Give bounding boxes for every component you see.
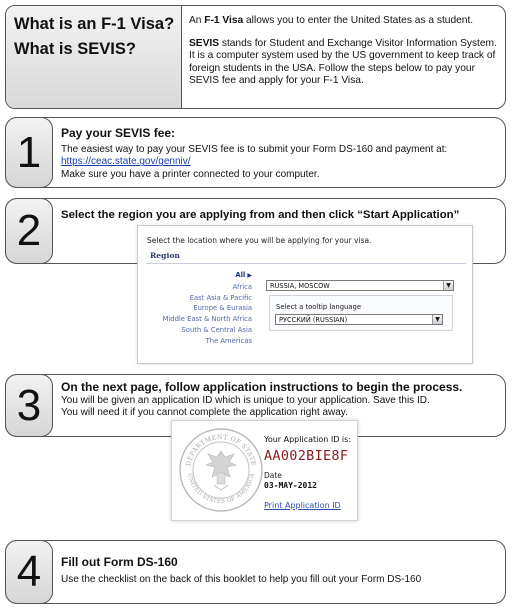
step-text-line: You will be given an application ID which is unique to your application. Save this ID. xyxy=(61,395,430,406)
region-selection-screenshot xyxy=(137,225,473,364)
f1-visa-definition xyxy=(189,15,501,28)
sevis-bold: SEVIS xyxy=(189,37,220,49)
department-of-state-seal-icon xyxy=(178,427,264,513)
svg-text:DEPARTMENT OF STATE: DEPARTMENT OF STATE xyxy=(185,433,257,467)
step-number-box xyxy=(5,198,53,264)
ceac-link[interactable]: https://ceac.state.gov/genniv/ xyxy=(61,156,191,168)
step-number-box xyxy=(5,374,53,437)
location-select-value: RUSSIA, MOSCOW xyxy=(270,282,330,290)
step-text xyxy=(61,144,501,181)
step-title: Pay your SEVIS fee: xyxy=(61,126,176,140)
application-id-label: Your Application ID is: xyxy=(264,435,352,444)
step-text: Use the checklist on the back of this booklet to help you fill out your Form DS-160 xyxy=(61,574,422,585)
tooltip-language-label: Select a tooltip language xyxy=(276,303,361,311)
step-text xyxy=(61,395,501,420)
step-number: 4 xyxy=(16,547,42,596)
intro-questions xyxy=(6,6,182,108)
date-label: Date xyxy=(264,471,282,480)
location-select[interactable] xyxy=(266,280,454,291)
print-application-id-link[interactable]: Print Application ID xyxy=(264,501,341,510)
intro-text-post: allows you to enter the United States as a student. xyxy=(243,15,474,26)
intro-text-pre: An xyxy=(189,15,205,26)
svg-text:UNITED STATES OF AMERICA: UNITED STATES OF AMERICA xyxy=(186,472,256,506)
sevis-text: stands for Student and Exchange Visitor Information System. It is a computer system used by the US government to keep track of foreign students in the USA. Follow the steps below to pay your SEVIS fee and apply for your F-1 Visa. xyxy=(189,37,497,87)
region-item-south-central-asia[interactable]: South & Central Asia xyxy=(181,325,252,334)
chevron-down-icon: ▼ xyxy=(432,315,442,324)
question-f1-visa: What is an F-1 Visa? xyxy=(14,15,175,33)
location-instruction: Select the location where you will be applying for your visa. xyxy=(147,236,372,245)
step-number-box xyxy=(5,540,53,604)
step-title: Select the region you are applying from and then click “Start Application” xyxy=(61,209,460,221)
step-4 xyxy=(5,540,506,604)
tooltip-language-select[interactable] xyxy=(275,314,443,325)
step-number: 3 xyxy=(16,380,42,430)
region-item-all[interactable]: All ▶ xyxy=(138,270,252,282)
sevis-definition xyxy=(189,38,501,88)
intro-box xyxy=(5,5,506,109)
region-item-americas[interactable]: The Americas xyxy=(205,336,252,345)
chevron-down-icon: ▼ xyxy=(443,281,453,290)
step-text-line: Make sure you have a printer connected to your computer. xyxy=(61,168,320,180)
step-title: Fill out Form DS-160 xyxy=(61,555,178,569)
step-number: 1 xyxy=(16,127,42,177)
step-1 xyxy=(5,117,506,188)
tooltip-language-panel xyxy=(269,295,453,331)
step-number-box xyxy=(5,117,53,188)
application-id-screenshot xyxy=(171,420,358,521)
step-number: 2 xyxy=(16,206,42,255)
date-value: 03-MAY-2012 xyxy=(264,481,317,490)
intro-text-bold: F-1 Visa xyxy=(204,15,244,26)
region-item-east-asia-pacific[interactable]: East Asia & Pacific xyxy=(189,293,252,302)
tooltip-language-value: РУССКИЙ (RUSSIAN) xyxy=(279,316,348,324)
application-id-value: AA002BIE8F xyxy=(264,448,349,464)
step-text-line: You will need it if you cannot complete the application right away. xyxy=(61,407,348,419)
step-text-line: The easiest way to pay your SEVIS fee is to submit your Form DS-160 and payment at: xyxy=(61,144,448,155)
step-title: On the next page, follow application instructions to begin the process. xyxy=(61,380,463,394)
region-heading: Region xyxy=(146,248,466,264)
region-item-middle-east-north-africa[interactable]: Middle East & North Africa xyxy=(162,315,252,324)
region-item-africa[interactable]: Africa xyxy=(232,282,252,291)
intro-answers xyxy=(189,15,501,88)
region-item-europe-eurasia[interactable]: Europe & Eurasia xyxy=(193,304,252,313)
region-list xyxy=(138,270,252,347)
question-sevis: What is SEVIS? xyxy=(14,40,136,58)
